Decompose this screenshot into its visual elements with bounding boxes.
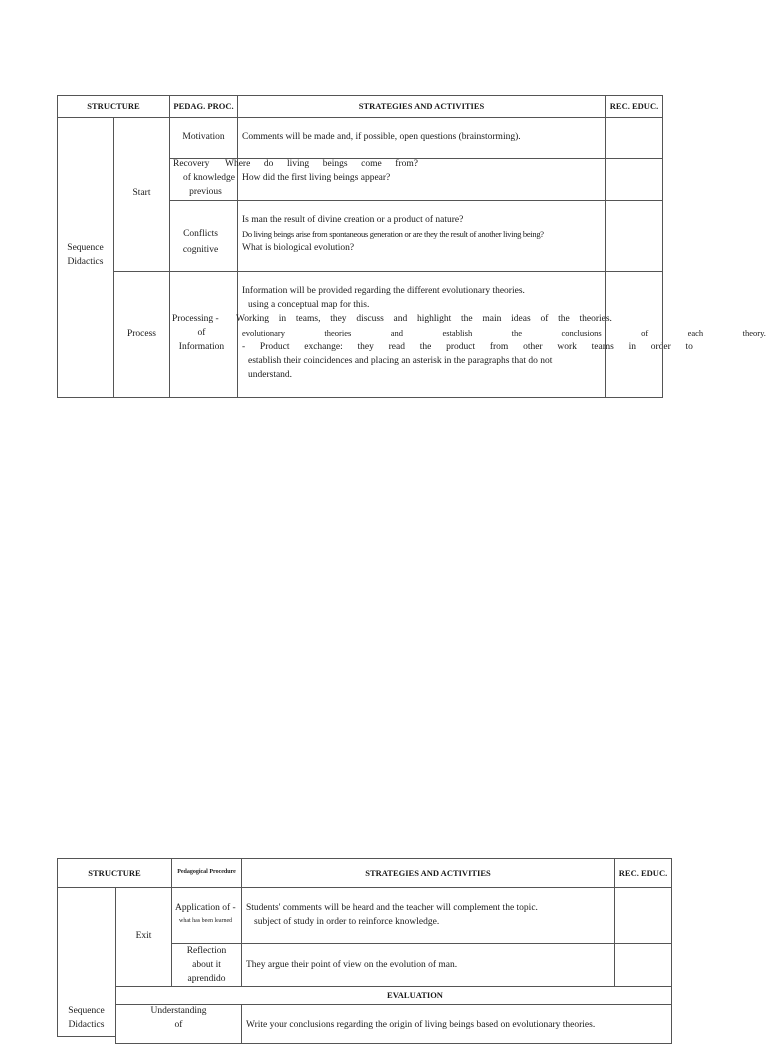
t2-exit-label: Exit: [135, 931, 152, 941]
recovery-proc-line-1: Recovery: [173, 159, 210, 169]
reflection-activity: They argue their point of view on the evolution of man.: [246, 960, 458, 970]
application-activity-line-1: Students' comments will be heard and the teacher will complement the topic.: [246, 903, 538, 913]
t2-header-pedagogical-procedure: Pedagogical Procedure: [177, 869, 236, 875]
understanding-activity: Write your conclusions regarding the origin of living beings based on evolutionary theories.: [246, 1020, 596, 1030]
t2-structure-label: Sequence Didactics: [68, 1006, 105, 1030]
header-structure: STRUCTURE: [87, 101, 140, 111]
conflicts-line-2: Do living beings arise from spontaneous generation or are they the result of another living being?: [242, 229, 544, 239]
recovery-activity-line-1: Where do living beings come from?: [225, 159, 418, 169]
processing-line-1: Information will be provided regarding the different evolutionary theories.: [242, 286, 525, 296]
structure-label: Sequence Didactics: [67, 243, 104, 267]
t2-header-structure: STRUCTURE: [88, 868, 141, 878]
application-proc-line-1: Application of -: [175, 903, 236, 913]
recovery-proc-line-3: previous: [189, 187, 222, 197]
application-proc-cell: [171, 887, 242, 944]
recovery-activity-line-2: How did the first living beings appear?: [242, 173, 391, 183]
conflicts-line-1: Is man the result of divine creation or a product of nature?: [242, 215, 464, 225]
process-label: Process: [126, 329, 157, 339]
conflicts-proc: Conflicts cognitive: [182, 229, 219, 255]
understanding-proc: Understanding of: [150, 1006, 207, 1030]
processing-line-5: - Product exchange: they read the product from other work teams in order to: [242, 342, 693, 352]
processing-line-4: evolutionary theories and establish the conclusions of each theory.: [242, 328, 766, 338]
processing-line-7: understand.: [248, 370, 293, 380]
start-label: Start: [132, 188, 151, 198]
application-rec-cell: [614, 887, 672, 944]
header-pedag-proc: PEDAG. PROC.: [173, 101, 234, 111]
processing-rec-cell: [605, 271, 663, 398]
t2-header-rec-educ: REC. EDUC.: [618, 868, 668, 878]
header-strategies: STRATEGIES AND ACTIVITIES: [358, 101, 485, 111]
application-activity-line-2: subject of study in order to reinforce knowledge.: [254, 917, 440, 927]
processing-proc-line-3: Information: [178, 342, 225, 352]
recovery-proc-line-2: of knowledge: [183, 173, 235, 183]
evaluation-label: EVALUATION: [387, 990, 443, 1000]
header-rec-educ: REC. EDUC.: [609, 101, 659, 111]
recovery-rec-cell: [605, 158, 663, 201]
motivation-proc: Motivation: [182, 132, 225, 142]
processing-line-3: Working in teams, they discuss and highlight the main ideas of the theories.: [236, 314, 612, 324]
application-proc-line-2: what has been learned: [179, 918, 233, 924]
motivation-rec-cell: [605, 117, 663, 159]
conflicts-rec-cell: [605, 200, 663, 272]
processing-line-6: establish their coincidences and placing an asterisk in the paragraphs that do not: [248, 356, 553, 366]
processing-proc-line-1: Processing -: [172, 314, 219, 324]
t2-header-strategies: STRATEGIES AND ACTIVITIES: [365, 868, 491, 878]
motivation-activity: Comments will be made and, if possible, open questions (brainstorming).: [242, 132, 521, 142]
processing-line-2: using a conceptual map for this.: [248, 300, 370, 310]
conflicts-line-3: What is biological evolution?: [242, 243, 355, 253]
reflection-proc: Reflection about it aprendido: [186, 946, 227, 984]
reflection-rec-cell: [614, 943, 672, 987]
processing-proc-line-2: of: [197, 328, 206, 338]
